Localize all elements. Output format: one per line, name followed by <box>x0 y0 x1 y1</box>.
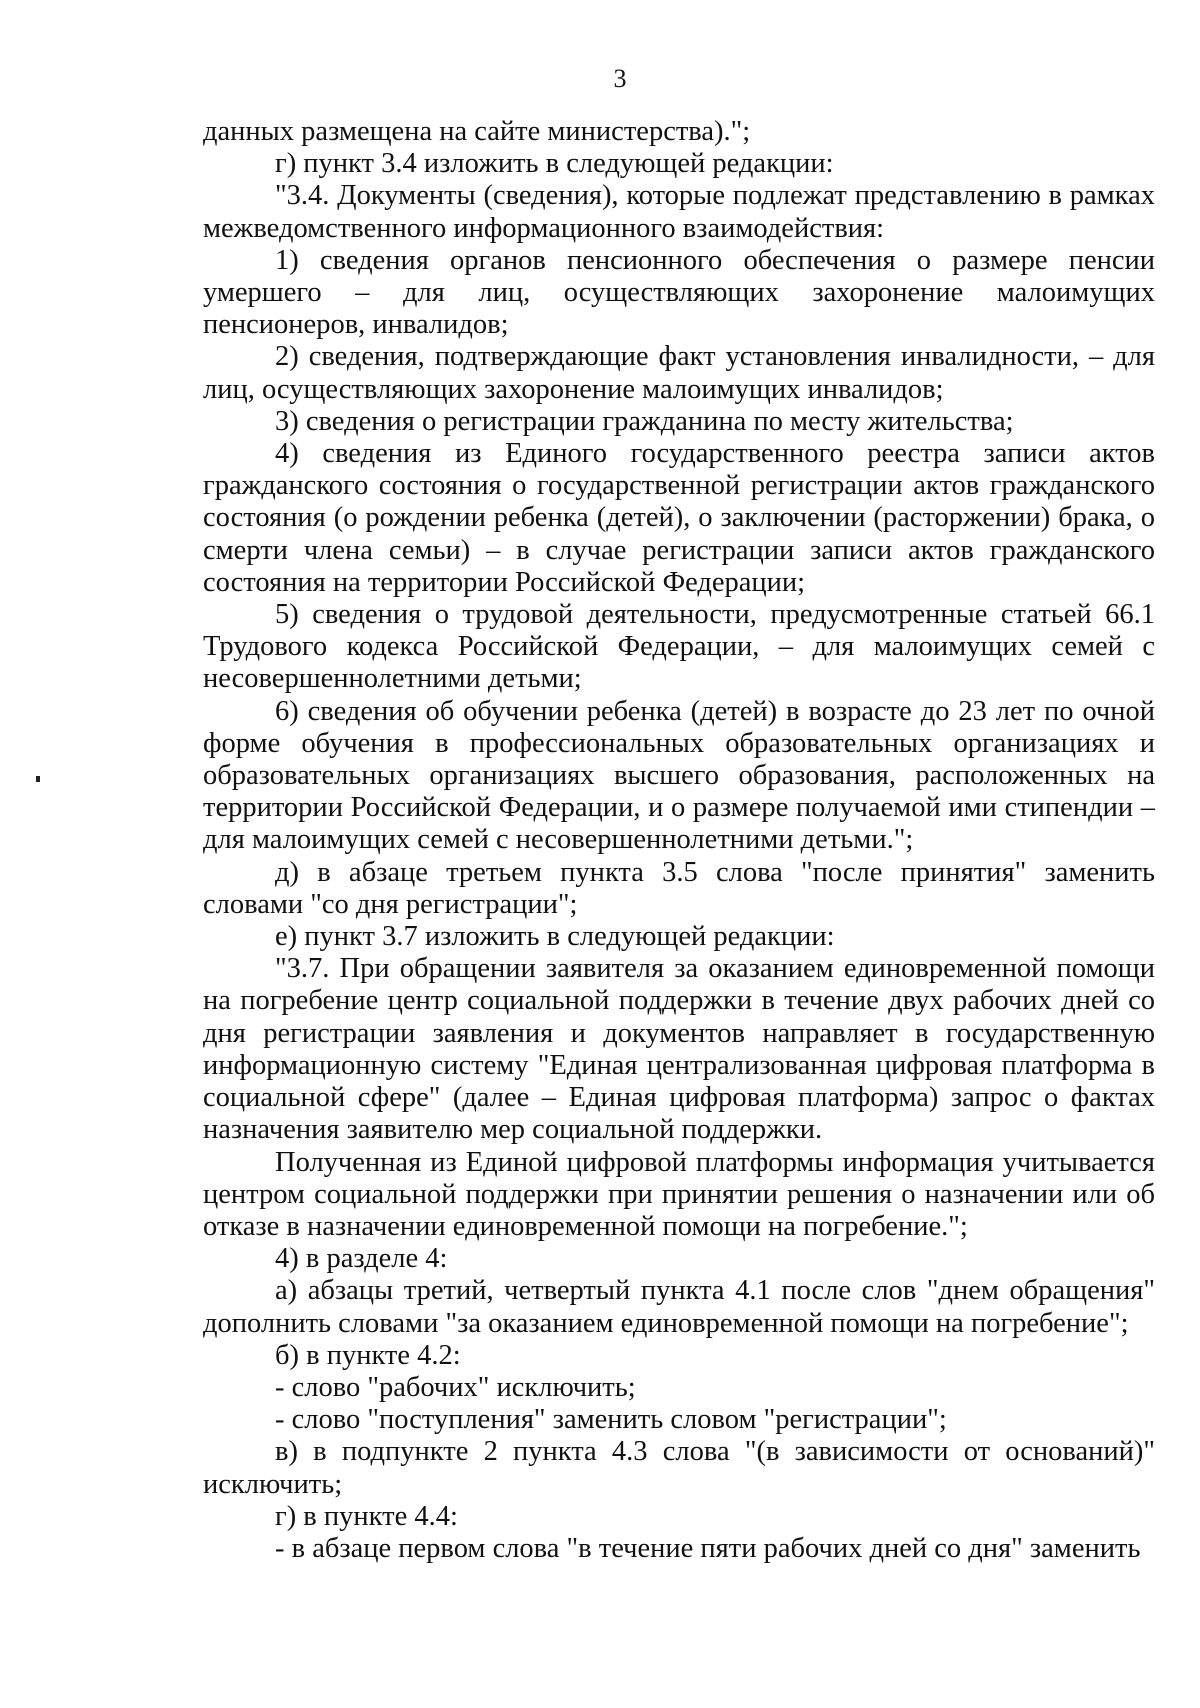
paragraph: д) в абзаце третьем пункта 3.5 слова "после принятия" заменить словами "со дня регистрации"; <box>203 856 1155 920</box>
paragraph: - слово "рабочих" исключить; <box>275 1371 636 1403</box>
paragraph: 3) сведения о регистрации гражданина по месту жительства; <box>275 405 1014 437</box>
paragraph: "3.7. При обращении заявителя за оказанием единовременной помощи на погребение центр социальной поддержки в течение двух рабочих дней со дня регистрации заявления и документов направляет в государственную информационную систему "Единая централизованная цифровая платформа в социальной сфере" (далее – Единая цифровая платформа) запрос о фактах назначения заявителю мер социальной поддержки. <box>203 953 1155 1146</box>
paragraph: 4) сведения из Единого государственного реестра записи актов гражданского состояния о государственной регистрации актов гражданского состояния (о рождении ребенка (детей), о заключении (расторжении) брака, о смерти члена семьи) – в случае регистрации записи актов гражданского состояния на территории Российской Федерации; <box>203 438 1155 598</box>
paragraph: г) пункт 3.4 изложить в следующей редакции: <box>275 148 834 180</box>
paragraph: 1) сведения органов пенсионного обеспечения о размере пенсии умершего – для лиц, осуществляющих захоронение малоимущих пенсионеров, инвалидов; <box>203 244 1155 341</box>
paragraph: - слово "поступления" заменить словом "регистрации"; <box>275 1404 947 1436</box>
paragraph: в) в подпункте 2 пункта 4.3 слова "(в зависимости от оснований)" исключить; <box>203 1436 1155 1500</box>
document-body <box>203 116 1155 1565</box>
paragraph: 2) сведения, подтверждающие факт установления инвалидности, – для лиц, осуществляющих захоронение малоимущих инвалидов; <box>203 341 1155 405</box>
paragraph: г) в пункте 4.4: <box>275 1500 458 1532</box>
paragraph: 4) в разделе 4: <box>275 1243 448 1275</box>
scan-mark <box>36 776 40 782</box>
paragraph: 5) сведения о трудовой деятельности, предусмотренные статьей 66.1 Трудового кодекса Российской Федерации, – для малоимущих семей с несовершеннолетними детьми; <box>203 599 1155 695</box>
paragraph: е) пункт 3.7 изложить в следующей редакции: <box>275 921 835 953</box>
paragraph: данных размещена на сайте министерства)."; <box>203 116 751 147</box>
paragraph: а) абзацы третий, четвертый пункта 4.1 после слов "днем обращения" дополнить словами "за оказанием единовременной помощи на погребение"; <box>203 1275 1155 1339</box>
paragraph: 6) сведения об обучении ребенка (детей) в возрасте до 23 лет по очной форме обучения в профессиональных образовательных организациях и образовательных организациях высшего образования, расположенных на территории Российской Федерации, и о размере получаемой ими стипендии – для малоимущих семей с несовершеннолетними детьми."; <box>203 695 1155 856</box>
paragraph: б) в пункте 4.2: <box>275 1339 461 1371</box>
page-number: 3 <box>613 64 627 93</box>
paragraph: "3.4. Документы (сведения), которые подлежат представлению в рамках межведомственного информационного взаимодействия: <box>203 180 1155 244</box>
paragraph: - в абзаце первом слова "в течение пяти рабочих дней со дня" заменить <box>275 1532 1141 1564</box>
paragraph: Полученная из Единой цифровой платформы информация учитывается центром социальной поддержки при принятии решения о назначении или об отказе в назначении единовременной помощи на погребение."; <box>203 1146 1155 1242</box>
